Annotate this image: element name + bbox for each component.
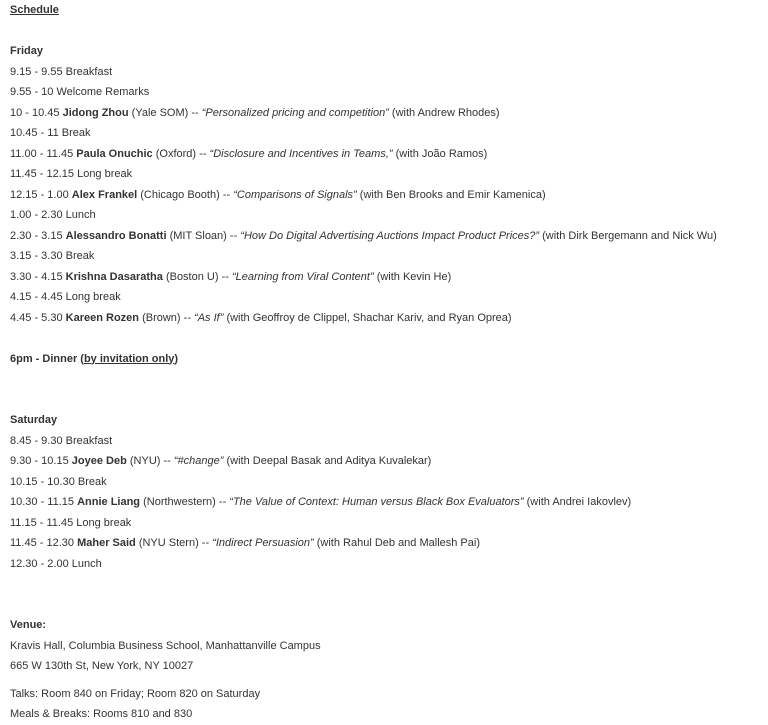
schedule-row [10,205,760,226]
separator: -- [199,147,207,160]
coauthors: (with Dirk Bergemann and Nick Wu) [542,229,717,242]
schedule-row [10,226,760,247]
coauthors: (with João Ramos) [395,147,488,160]
paper-title: “As If” [194,311,224,324]
schedule-row [10,267,760,288]
session-time: 12.30 - 2.00 [10,557,69,570]
schedule-row [10,82,760,103]
separator: -- [218,496,227,508]
paper-title: “Learning from Viral Content” [231,270,374,283]
session-time: 9.55 - 10 [10,86,54,98]
session-label: Break [61,127,91,139]
schedule-row [10,492,760,513]
speaker-affiliation: (Boston U) [165,270,219,283]
spacer [10,595,760,616]
schedule-row [10,431,760,452]
session-time: 11.00 - 11.45 [10,147,74,160]
session-time: 10.30 - 11.15 [10,496,75,508]
coauthors: (with Kevin He) [376,270,452,283]
speaker-affiliation: (Northwestern) [143,496,216,508]
spacer [10,390,760,411]
session-time: 8.45 - 9.30 [10,434,63,447]
day-heading-saturday: Saturday [10,414,58,426]
paper-title: “The Value of Context: Human versus Black Box Evaluators” [229,496,524,508]
session-label: Breakfast [65,65,113,78]
session-time: 11.15 - 11.45 [10,516,74,529]
schedule-row [10,164,760,185]
schedule-row [10,185,760,206]
talks-rooms: Talks: Room 840 on Friday; Room 820 on Saturday [10,687,261,700]
speaker-name: Joyee Deb [71,455,127,467]
session-time: 10 - 10.45 [10,106,60,119]
speaker-name: Maher Said [77,537,136,549]
spacer [10,677,760,684]
separator: -- [201,537,210,549]
schedule-row [10,513,760,534]
paper-title: “How Do Digital Advertising Auctions Impact Product Prices?” [240,229,540,242]
session-label: Welcome Remarks [56,86,150,98]
schedule-row [10,308,760,329]
venue-address-line1: Kravis Hall, Columbia Business School, Manhattanville Campus [10,639,321,652]
speaker-affiliation: (NYU Stern) [138,537,199,549]
session-label: Long break [77,168,133,180]
speaker-name: Alessandro Bonatti [65,229,167,242]
speaker-affiliation: (Oxford) [155,147,197,160]
invitation-only-link[interactable]: by invitation only [83,352,175,365]
speaker-name: Jidong Zhou [62,106,129,119]
session-time: 2.30 - 3.15 [10,229,63,242]
coauthors: (with Rahul Deb and Mallesh Pai) [316,537,480,549]
dinner-prefix: 6pm - Dinner ( [10,352,84,365]
schedule-row [10,123,760,144]
venue-section [10,615,760,725]
paper-title: “Disclosure and Incentives in Teams,” [209,147,393,160]
page-title: Schedule [10,4,59,16]
paper-title: “Comparisons of Signals” [233,188,357,201]
spacer [10,21,760,42]
session-time: 3.30 - 4.15 [10,270,63,283]
session-time: 3.15 - 3.30 [10,250,63,262]
speaker-name: Krishna Dasaratha [65,270,163,283]
separator: -- [191,106,199,119]
schedule-row [10,472,760,493]
venue-heading: Venue: [10,619,47,631]
schedule-row [10,287,760,308]
session-time: 11.45 - 12.30 [10,537,75,549]
paper-title: “#change” [173,455,224,467]
meals-rooms: Meals & Breaks: Rooms 810 and 830 [10,708,193,720]
session-time: 10.45 - 11 [10,127,59,139]
coauthors: (with Andrew Rhodes) [391,106,500,119]
session-label: Break [77,475,107,488]
schedule-page [10,0,760,725]
schedule-row [10,144,760,165]
session-label: Long break [65,291,121,303]
session-time: 9.15 - 9.55 [10,65,63,78]
schedule-row [10,103,760,124]
separator: -- [221,270,229,283]
spacer [10,328,760,349]
venue-address-line2: 665 W 130th St, New York, NY 10027 [10,660,194,672]
schedule-row [10,533,760,554]
speaker-name: Annie Liang [77,496,141,508]
paper-title: “Personalized pricing and competition” [201,106,389,119]
friday-schedule-list [10,62,760,329]
schedule-row [10,62,760,83]
separator: -- [163,455,171,467]
schedule-row [10,554,760,575]
session-label: Lunch [71,557,102,570]
speaker-name: Alex Frankel [71,188,138,201]
session-label: Long break [76,516,132,529]
speaker-affiliation: (NYU) [129,455,161,467]
separator: -- [229,229,238,242]
coauthors: (with Andrei Iakovlev) [526,496,632,508]
separator: -- [222,188,231,201]
spacer [10,369,760,390]
speaker-affiliation: (Yale SOM) [131,106,189,119]
dinner-line [10,349,760,370]
paper-title: “Indirect Persuasion” [212,537,314,549]
friday-section [10,41,760,369]
session-time: 11.45 - 12.15 [10,168,75,180]
session-time: 9.30 - 10.15 [10,455,69,467]
day-heading-friday: Friday [10,45,44,57]
coauthors: (with Deepal Basak and Aditya Kuvalekar) [226,455,432,467]
coauthors: (with Ben Brooks and Emir Kamenica) [359,188,546,201]
session-label: Break [65,250,95,262]
dinner-suffix: ) [174,352,179,365]
coauthors: (with Geoffroy de Clippel, Shachar Kariv, and Ryan Oprea) [226,311,512,324]
schedule-row [10,246,760,267]
schedule-row [10,451,760,472]
session-time: 12.15 - 1.00 [10,188,69,201]
saturday-section [10,410,760,574]
session-label: Breakfast [65,434,113,447]
session-time: 10.15 - 10.30 [10,475,75,488]
speaker-affiliation: (Chicago Booth) [140,188,220,201]
speaker-name: Kareen Rozen [65,311,140,324]
speaker-affiliation: (Brown) [142,311,181,324]
separator: -- [183,311,191,324]
session-time: 4.15 - 4.45 [10,291,63,303]
saturday-schedule-list [10,431,760,575]
session-time: 4.45 - 5.30 [10,311,63,324]
speaker-name: Paula Onuchic [76,147,153,160]
session-time: 1.00 - 2.30 [10,209,63,221]
spacer [10,574,760,595]
speaker-affiliation: (MIT Sloan) [169,229,227,242]
session-label: Lunch [65,209,96,221]
